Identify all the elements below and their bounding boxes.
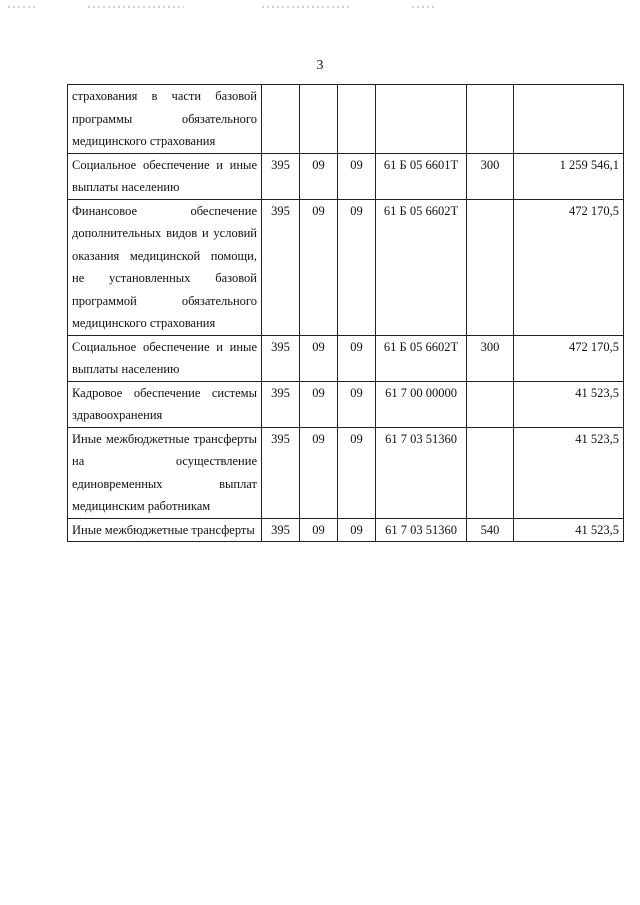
page-number: 3: [316, 58, 324, 73]
row-csr-cell: [376, 85, 467, 154]
row-pr-cell: 09: [338, 427, 376, 518]
row-gr-cell: 395: [262, 427, 300, 518]
row-name-cell: [68, 85, 262, 154]
row-pr-cell: 09: [338, 335, 376, 381]
row-amount-cell: 1 259 546,1: [514, 153, 624, 199]
row-amount-cell: 472 170,5: [514, 335, 624, 381]
row-pr-cell: [338, 85, 376, 154]
row-name: Иные межбюджетные трансферты на осуществление единовременных выплат медицинским работникам: [72, 431, 257, 513]
row-amount-cell: 472 170,5: [514, 199, 624, 335]
row-name-cell: [68, 518, 262, 542]
row-pr-cell: 09: [338, 518, 376, 542]
row-gr-cell: 395: [262, 199, 300, 335]
row-csr-cell: 61 Б 05 6602Т: [376, 335, 467, 381]
row-pr-cell: 09: [338, 153, 376, 199]
scan-artifact-right: [412, 6, 434, 8]
budget-table: [67, 84, 624, 542]
table-row: [68, 335, 624, 381]
row-rz-cell: [300, 85, 338, 154]
row-name: Социальное обеспечение и иные выплаты населению: [72, 339, 257, 376]
row-rz-cell: 09: [300, 153, 338, 199]
row-name-cell: [68, 335, 262, 381]
row-name-cell: [68, 153, 262, 199]
row-rz-cell: 09: [300, 518, 338, 542]
row-name: Социальное обеспечение и иные выплаты населению: [72, 157, 257, 194]
row-gr-cell: 395: [262, 518, 300, 542]
row-gr-cell: [262, 85, 300, 154]
scan-artifact-mid: [88, 6, 184, 8]
row-amount-cell: 41 523,5: [514, 427, 624, 518]
row-name: Финансовое обеспечение дополнительных видов и условий оказания медицинской помощи, не установленных базовой программой обязательного медицинского страхования: [72, 203, 257, 330]
scan-artifact-left: [8, 6, 38, 8]
row-csr-cell: 61 Б 05 6602Т: [376, 199, 467, 335]
row-vr-cell: [467, 381, 514, 427]
row-amount-cell: 41 523,5: [514, 381, 624, 427]
table-row: [68, 381, 624, 427]
row-rz-cell: 09: [300, 335, 338, 381]
table-row: [68, 518, 624, 542]
row-pr-cell: 09: [338, 199, 376, 335]
row-name-cell: [68, 381, 262, 427]
row-gr-cell: 395: [262, 381, 300, 427]
row-name: Иные межбюджетные трансферты: [72, 522, 255, 537]
row-amount-cell: [514, 85, 624, 154]
row-csr-cell: 61 Б 05 6601Т: [376, 153, 467, 199]
row-vr-cell: [467, 427, 514, 518]
table-row: [68, 85, 624, 154]
row-name-cell: [68, 427, 262, 518]
row-vr-cell: [467, 85, 514, 154]
table-row: [68, 153, 624, 199]
row-gr-cell: 395: [262, 335, 300, 381]
row-vr-cell: 300: [467, 335, 514, 381]
table-row: [68, 199, 624, 335]
row-pr-cell: 09: [338, 381, 376, 427]
row-gr-cell: 395: [262, 153, 300, 199]
row-csr-cell: 61 7 03 51360: [376, 427, 467, 518]
row-name: Кадровое обеспечение системы здравоохранения: [72, 385, 257, 422]
scan-artifact-center: [262, 6, 352, 8]
row-rz-cell: 09: [300, 427, 338, 518]
row-name: страхования в части базовой программы обязательного медицинского страхования: [72, 89, 257, 148]
row-name-cell: [68, 199, 262, 335]
row-vr-cell: [467, 199, 514, 335]
table-row: [68, 427, 624, 518]
row-csr-cell: 61 7 03 51360: [376, 518, 467, 542]
row-csr-cell: 61 7 00 00000: [376, 381, 467, 427]
row-rz-cell: 09: [300, 381, 338, 427]
row-rz-cell: 09: [300, 199, 338, 335]
row-vr-cell: 540: [467, 518, 514, 542]
row-vr-cell: 300: [467, 153, 514, 199]
row-amount-cell: 41 523,5: [514, 518, 624, 542]
